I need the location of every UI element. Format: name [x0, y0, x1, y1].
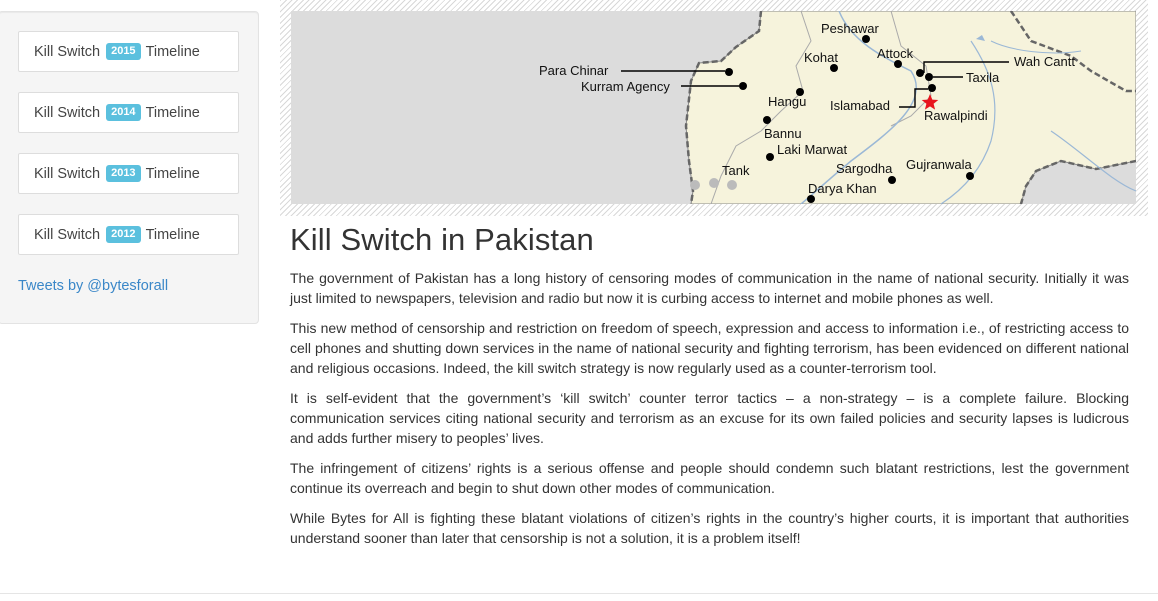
- city-dot-tank: [690, 180, 700, 190]
- map-label-taxila: Taxila: [966, 70, 1000, 85]
- map-banner: [280, 0, 1148, 216]
- article-paragraph: The infringement of citizens’ rights is a serious offense and people should condemn such blatant restrictions, lest the government continue its overreach and begin to shut down other modes of communication.: [290, 460, 1129, 496]
- map-label-darya-khan: Darya Khan: [808, 181, 877, 196]
- article-paragraph: While Bytes for All is fighting these blatant violations of citizen’s rights in the country’s higher courts, it is important that authorities understand sooner than later that censorship is not a solution, it is a problem itself!: [290, 510, 1129, 546]
- year-badge: 2013: [106, 165, 140, 182]
- map-label-islamabad: Islamabad: [830, 98, 890, 113]
- timeline-label-suffix: Timeline: [145, 226, 200, 243]
- timeline-label-prefix: Kill Switch: [34, 104, 101, 121]
- city-dot-kohat: [830, 64, 838, 72]
- map-dot: [709, 178, 719, 188]
- map-label-kohat: Kohat: [804, 50, 838, 65]
- year-badge: 2015: [106, 43, 140, 60]
- map-label-peshawar: Peshawar: [821, 21, 879, 36]
- map-label-hangu: Hangu: [768, 94, 807, 109]
- timeline-2012-button[interactable]: [18, 214, 239, 255]
- city-dot-bannu: [763, 116, 771, 124]
- article-body: [290, 268, 1129, 558]
- city-dot-taxila: [925, 73, 933, 81]
- city-dot-darya-khan: [807, 195, 815, 203]
- city-dot-gujranwala: [966, 172, 974, 180]
- map-label-para-chinar: Para Chinar: [539, 63, 609, 78]
- article-paragraph: It is self-evident that the government’s ‘kill switch’ counter terror tactics – a non-strategy – is a complete failure. Blocking communication services citing national security and terrorism as an excuse for its own failed policies and security lapses is ludicrous and adds further misery to peoples’ lives.: [290, 390, 1129, 446]
- map-label-gujranwala: Gujranwala: [906, 157, 972, 172]
- timeline-2013-button[interactable]: [18, 153, 239, 194]
- map-label-tank: Tank: [722, 163, 750, 178]
- map-label-bannu: Bannu: [764, 126, 802, 141]
- pakistan-map: [291, 11, 1136, 204]
- tweets-link[interactable]: Tweets by @bytesforall: [18, 278, 169, 294]
- map-label-kurram-agency: Kurram Agency: [581, 79, 670, 94]
- timeline-label-suffix: Timeline: [145, 104, 200, 121]
- timeline-label-suffix: Timeline: [145, 43, 200, 60]
- map-label-rawalpindi: Rawalpindi: [924, 108, 988, 123]
- city-dot-laki-marwat: [766, 153, 774, 161]
- city-dot-attock: [894, 60, 902, 68]
- map-label-laki-marwat: Laki Marwat: [777, 142, 848, 157]
- page-title: Kill Switch in Pakistan: [290, 222, 594, 257]
- map-label-sargodha: Sargodha: [836, 161, 893, 176]
- year-badge: 2012: [106, 226, 140, 243]
- city-dot-wah-cantt: [916, 69, 924, 77]
- map-svg: [291, 11, 1136, 204]
- timeline-label-prefix: Kill Switch: [34, 226, 101, 243]
- footer-divider: [0, 593, 1158, 594]
- timeline-2014-button[interactable]: [18, 92, 239, 133]
- city-dot-peshawar: [862, 35, 870, 43]
- map-dot: [727, 180, 737, 190]
- article-paragraph: This new method of censorship and restriction on freedom of speech, expression and access to information i.e., of restricting access to cell phones and shutting down services in the name of national security and fighting terrorism, has been evidenced on different national and religious occasions. Indeed, the kill switch strategy is now regularly used as a counter-terrorism tool.: [290, 320, 1129, 376]
- timeline-2015-button[interactable]: [18, 31, 239, 72]
- map-label-attock: Attock: [877, 46, 914, 61]
- city-dot-kurram-agency: [739, 82, 747, 90]
- city-dot-sargodha: [888, 176, 896, 184]
- timeline-label-prefix: Kill Switch: [34, 43, 101, 60]
- timeline-label-suffix: Timeline: [145, 165, 200, 182]
- map-label-wah-cantt: Wah Cantt: [1014, 54, 1075, 69]
- year-badge: 2014: [106, 104, 140, 121]
- city-dot-para-chinar: [725, 68, 733, 76]
- article-paragraph: The government of Pakistan has a long history of censoring modes of communication in the name of national security. Initially it was just limited to newspapers, television and radio but now it is curbing access to internet and mobile phones as well.: [290, 270, 1129, 306]
- timeline-label-prefix: Kill Switch: [34, 165, 101, 182]
- sidebar: [0, 11, 259, 324]
- city-dot-islamabad: [928, 84, 936, 92]
